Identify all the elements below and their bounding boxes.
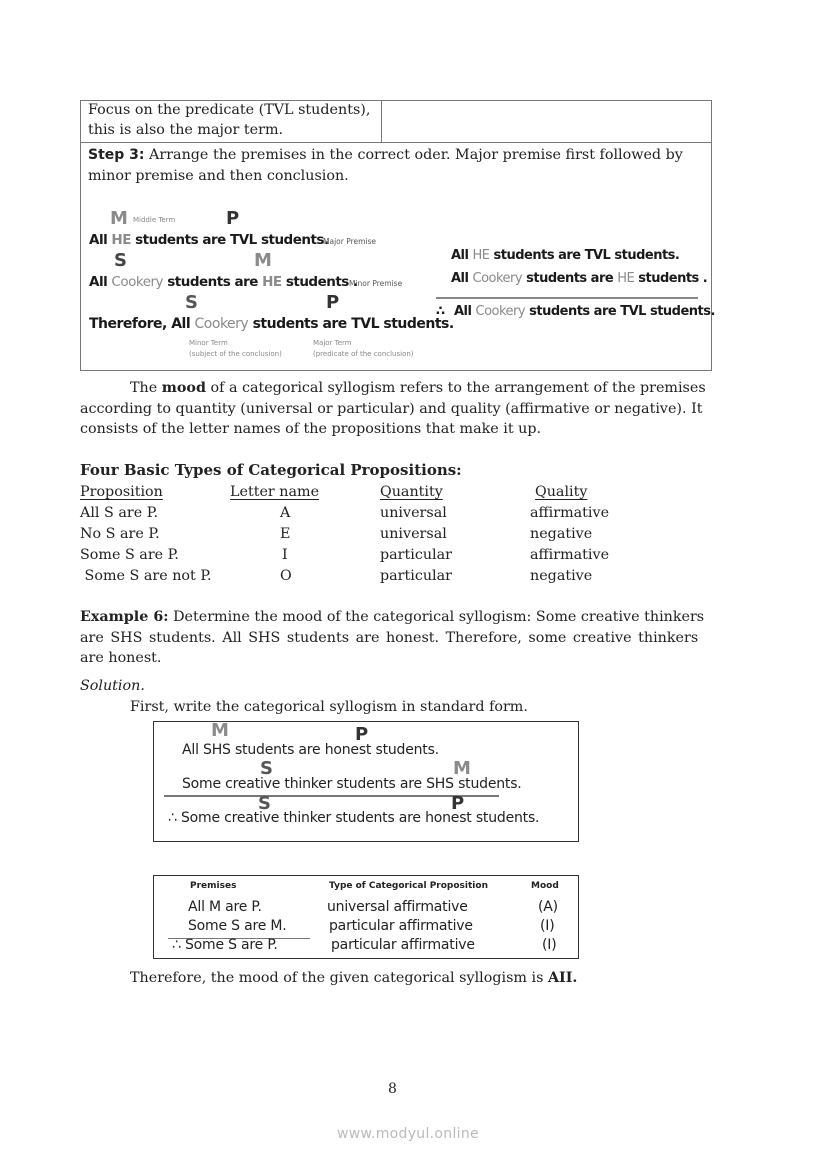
header-quality: Quality [535,484,588,500]
mood-answer: AII. [547,970,578,986]
right-conclusion: All Cookery students are TVL students. [454,304,715,319]
letter-m: M [254,250,272,271]
letter-p: P [451,793,465,814]
solution-label: Solution. [80,678,145,694]
example-label: Example 6: [80,609,169,625]
minor-term-note: Minor Term (subject of the conclusion) [189,339,282,358]
major-term-note: Major Term (predicate of the conclusion) [313,339,414,358]
letter-p-conclusion: P [326,292,340,313]
syllogism-diagram-right [431,243,715,333]
watermark: www.modyul.online [337,1126,479,1142]
top-table-row2 [80,142,715,371]
letter-m: M [211,720,229,741]
premise-divider [164,795,499,797]
right-divider-line [436,297,698,299]
top-table-cell-right [382,101,711,142]
letter-p: P [226,208,240,229]
major-premise-line: All HE students are TVL students. [89,232,329,248]
top-table-row1 [80,100,712,143]
header-quantity: Quantity [380,484,443,500]
cell-left-line1: Focus on the predicate (TVL students), [88,102,371,118]
right-minor-premise: All Cookery students are HE students . [451,271,708,286]
header-proposition: Proposition [80,484,163,500]
letter-s: S [114,250,127,271]
header-letter-name: Letter name [230,484,320,500]
header-premises: Premises [190,881,237,891]
example-6: Example 6: Determine the mood of the categorical syllogism: Some creative thinkers are SHS students. All SHS students are honest. Therefore, some creative thinkers are honest. [80,609,705,666]
middle-term-label: Middle Term [133,216,176,224]
therefore-icon: ∴ [436,304,445,319]
first-step-text: First, write the categorical syllogism in standard form. [130,699,528,715]
letter-p: P [355,724,369,745]
step3-label: Step 3: [88,147,145,163]
conclusion-line: Therefore, All Cookery students are TVL students. [89,316,454,332]
propositions-heading: Four Basic Types of Categorical Propositions: [80,461,462,479]
major-premise-tag: Major Premise [323,237,377,246]
conclusion-text: Therefore, the mood of the given categorical syllogism is AII. [130,970,578,986]
mood-term: mood [161,380,206,396]
step3-text: Step 3: Arrange the premises in the correct oder. Major premise first followed by minor premise and then conclusion. [88,147,683,184]
header-mood: Mood [531,881,559,891]
minor-premise-line: All Cookery students are HE students . [89,274,358,290]
page-number: 8 [388,1081,397,1097]
conclusion: ∴ Some creative thinker students are honest students. [168,810,540,826]
syllogism-box [153,721,579,842]
top-table-cell-left [81,101,382,142]
minor-premise-tag: Minor Premise [349,279,403,288]
letter-s: S [258,793,271,814]
syllogism-diagram-left [81,203,454,363]
letter-m-middle-term: M [110,208,128,229]
mood-table: Premises Type of Categorical Proposition Mood All M are P. universal affirmative (A) Some S are M. particular affirmative (I) ∴ Some S are P. particular affirmative (I) [153,875,579,959]
letter-s-conclusion: S [185,292,198,313]
major-premise: All SHS students are honest students. [182,742,439,758]
letter-s: S [260,758,273,779]
letter-m: M [453,758,471,779]
mood-paragraph: The mood of a categorical syllogism refers to the arrangement of the premises according to quantity (universal or particular) and quality (affirmative or negative). It consists of the letter names of the propositions that make it up. [80,380,706,437]
header-type: Type of Categorical Proposition [329,881,488,891]
right-major-premise: All HE students are TVL students. [451,248,680,263]
cell-left-line2: this is also the major term. [88,122,284,138]
minor-premise: Some creative thinker students are SHS students. [182,776,522,792]
